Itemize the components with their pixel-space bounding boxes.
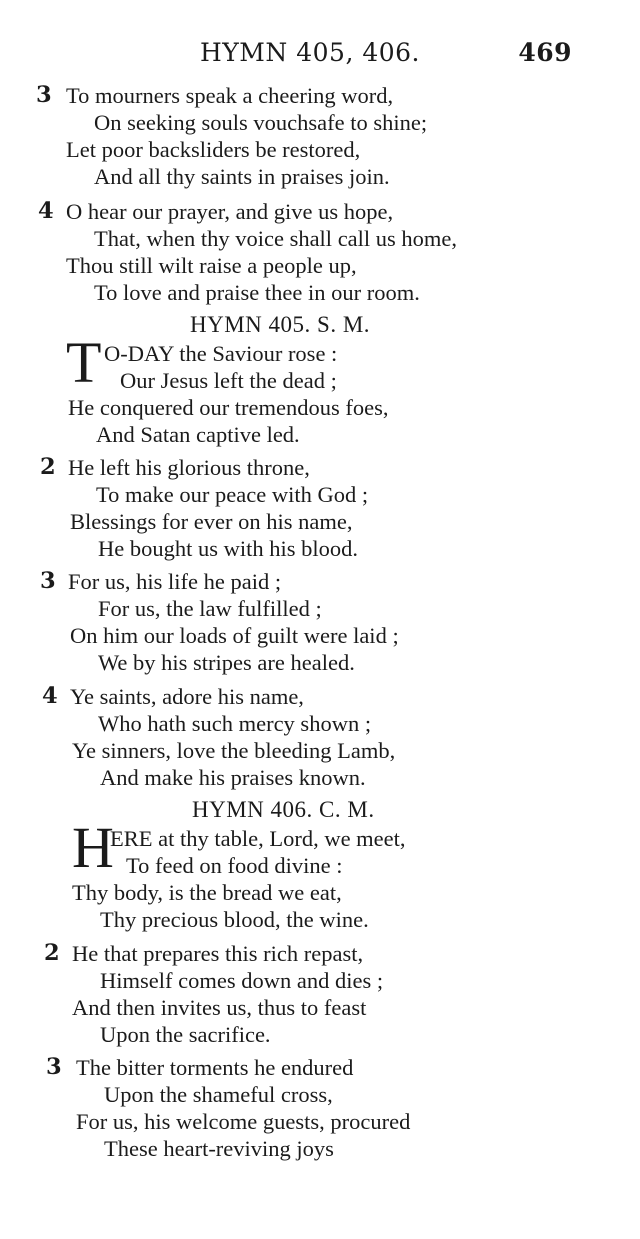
verse-line: For us, his welcome guests, procured [76, 1109, 411, 1134]
verse-line: Let poor backsliders be restored, [66, 137, 361, 162]
verse-line: ERE at thy table, Lord, we meet, [110, 826, 406, 851]
verse-line: For us, his life he paid ; [68, 569, 282, 594]
verse-line: To mourners speak a cheering word, [66, 83, 394, 108]
drop-cap: H [72, 815, 114, 880]
stanza-number: 3 [46, 1054, 62, 1080]
hymn-heading: HYMN 405. S. M. [190, 312, 371, 337]
verse-line: These heart-reviving joys [104, 1136, 334, 1161]
drop-cap: T [66, 330, 102, 395]
verse-line: To make our peace with God ; [96, 482, 369, 507]
stanza-number: 4 [42, 683, 58, 709]
verse-line: Upon the shameful cross, [104, 1082, 333, 1107]
verse-line: To love and praise thee in our room. [94, 280, 420, 305]
verse-line: Thou still wilt raise a people up, [66, 253, 357, 278]
verse-line: And make his praises known. [100, 765, 366, 790]
verse-line: He left his glorious throne, [68, 455, 310, 480]
verse-line: Ye sinners, love the bleeding Lamb, [72, 738, 396, 763]
stanza-number: 4 [38, 198, 54, 224]
hymn-heading: HYMN 406. C. M. [192, 797, 375, 822]
verse-line: Thy body, is the bread we eat, [72, 880, 342, 905]
verse-line: Blessings for ever on his name, [70, 509, 353, 534]
stanza-number: 3 [36, 82, 52, 108]
verse-line: We by his stripes are healed. [98, 650, 355, 675]
verse-line: On him our loads of guilt were laid ; [70, 623, 399, 648]
verse-line: Thy precious blood, the wine. [100, 907, 369, 932]
verse-line: Himself comes down and dies ; [100, 968, 384, 993]
verse-line: Upon the sacrifice. [100, 1022, 271, 1047]
verse-line: O-DAY the Saviour rose : [104, 341, 338, 366]
verse-line: Ye saints, adore his name, [70, 684, 304, 709]
verse-line: On seeking souls vouchsafe to shine; [94, 110, 428, 135]
stanza-number: 3 [40, 568, 56, 594]
verse-line: That, when thy voice shall call us home, [94, 226, 458, 251]
verse-line: And then invites us, thus to feast [72, 995, 367, 1020]
verse-line: And all thy saints in praises join. [94, 164, 390, 189]
verse-line: He bought us with his blood. [98, 536, 359, 561]
verse-line: O hear our prayer, and give us hope, [66, 199, 394, 224]
verse-line: He that prepares this rich repast, [72, 941, 364, 966]
stanza-number: 2 [40, 454, 56, 480]
verse-line: For us, the law fulfilled ; [98, 596, 322, 621]
verse-line: Who hath such mercy shown ; [98, 711, 372, 736]
verse-line: He conquered our tremendous foes, [68, 395, 389, 420]
stanza-number: 2 [44, 940, 60, 966]
verse-line: To feed on food divine : [126, 853, 343, 878]
verse-line: The bitter torments he endured [76, 1055, 354, 1080]
verse-line: And Satan captive led. [96, 422, 300, 447]
running-head [0, 38, 640, 72]
page-number: 469 [518, 38, 572, 67]
running-title: HYMN 405, 406. [200, 38, 421, 67]
verse-line: Our Jesus left the dead ; [120, 368, 337, 393]
